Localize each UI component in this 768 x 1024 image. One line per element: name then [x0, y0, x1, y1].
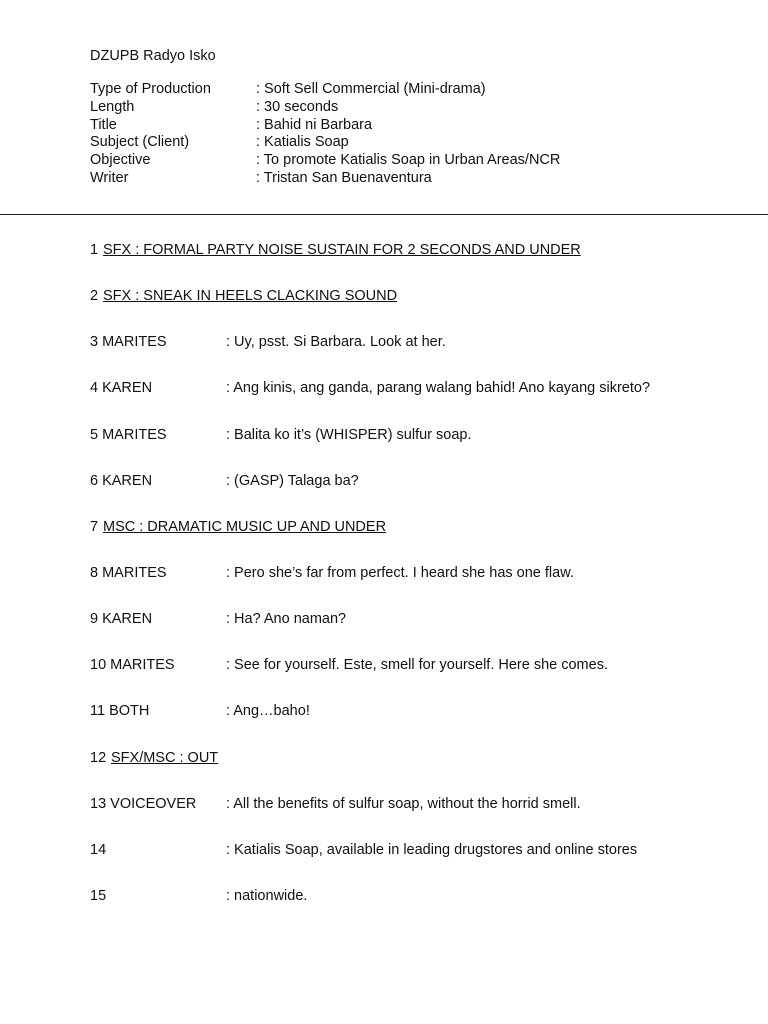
- script-line-dialogue: [90, 378, 750, 424]
- meta-value: : Bahid ni Barbara: [256, 116, 373, 133]
- speaker: 10 MARITES: [90, 657, 175, 674]
- script-line-dialogue: [90, 886, 750, 932]
- line-number: 2: [90, 288, 99, 305]
- speaker: 15: [90, 887, 107, 904]
- dialogue-text: : (GASP) Talaga ba?: [226, 472, 359, 489]
- meta-value: : 30 seconds: [256, 98, 339, 115]
- speaker: 14: [90, 841, 107, 858]
- script-line-cue: [90, 240, 750, 286]
- dialogue-text: : Katialis Soap, available in leading drugstores and online stores: [226, 841, 638, 858]
- speaker: 11 BOTH: [90, 703, 150, 720]
- dialogue-text: : Ang kinis, ang ganda, parang walang bahid! Ano kayang sikreto?: [226, 380, 651, 397]
- meta-label: Length: [90, 98, 135, 115]
- meta-value: : Soft Sell Commercial (Mini-drama): [256, 81, 486, 97]
- sound-music-cue: SFX/MSC : OUT: [111, 749, 219, 766]
- script-line-dialogue: [90, 332, 750, 378]
- speaker: 13 VOICEOVER: [90, 795, 197, 812]
- script-line-cue: [90, 517, 750, 563]
- dialogue-text: : Ha? Ano naman?: [226, 611, 347, 628]
- meta-value: : Tristan San Buenaventura: [256, 169, 432, 186]
- speaker: 8 MARITES: [90, 564, 167, 581]
- dialogue-text: : All the benefits of sulfur soap, without the horrid smell.: [226, 795, 581, 812]
- script-line-dialogue: [90, 840, 750, 886]
- music-cue: MSC : DRAMATIC MUSIC UP AND UNDER: [103, 518, 387, 535]
- speaker: 9 KAREN: [90, 611, 153, 628]
- script-line-dialogue: [90, 425, 750, 471]
- meta-label: Title: [90, 116, 117, 133]
- speaker: 5 MARITES: [90, 426, 167, 443]
- speaker: 3 MARITES: [90, 334, 167, 351]
- line-number: 7: [90, 518, 99, 535]
- dialogue-text: : Uy, psst. Si Barbara. Look at her.: [226, 334, 446, 351]
- dialogue-text: : Pero she’s far from perfect. I heard she has one flaw.: [226, 564, 574, 581]
- sound-cue: SFX : FORMAL PARTY NOISE SUSTAIN FOR 2 SECONDS AND UNDER: [103, 242, 581, 258]
- script-body: [90, 240, 750, 932]
- script-line-dialogue: [90, 701, 750, 747]
- speaker: 6 KAREN: [90, 472, 153, 489]
- script-line-dialogue: [90, 563, 750, 609]
- dialogue-text: : Ang…baho!: [226, 703, 310, 720]
- script-line-dialogue: [90, 655, 750, 701]
- section-divider: [0, 214, 768, 215]
- speaker: 4 KAREN: [90, 380, 153, 397]
- meta-label: Objective: [90, 152, 151, 169]
- script-line-dialogue: [90, 609, 750, 655]
- script-line-dialogue: [90, 471, 750, 517]
- script-line-cue: [90, 286, 750, 332]
- sound-cue: SFX : SNEAK IN HEELS CLACKING SOUND: [103, 288, 398, 305]
- meta-label: Subject (Client): [90, 134, 190, 151]
- meta-value: : To promote Katialis Soap in Urban Areas/NCR: [256, 152, 561, 169]
- script-line-cue: [90, 748, 750, 794]
- dialogue-text: : See for yourself. Este, smell for yourself. Here she comes.: [226, 657, 608, 674]
- dialogue-text: : Balita ko it’s (WHISPER) sulfur soap.: [226, 426, 472, 443]
- meta-label: Writer: [90, 169, 129, 186]
- meta-value: : Katialis Soap: [256, 134, 349, 151]
- station-name: DZUPB Radyo Isko: [90, 48, 216, 64]
- line-number: 1: [90, 242, 99, 258]
- dialogue-text: : nationwide.: [226, 887, 308, 904]
- script-line-dialogue: [90, 794, 750, 840]
- line-number: 12: [90, 749, 107, 766]
- meta-label: Type of Production: [90, 81, 211, 97]
